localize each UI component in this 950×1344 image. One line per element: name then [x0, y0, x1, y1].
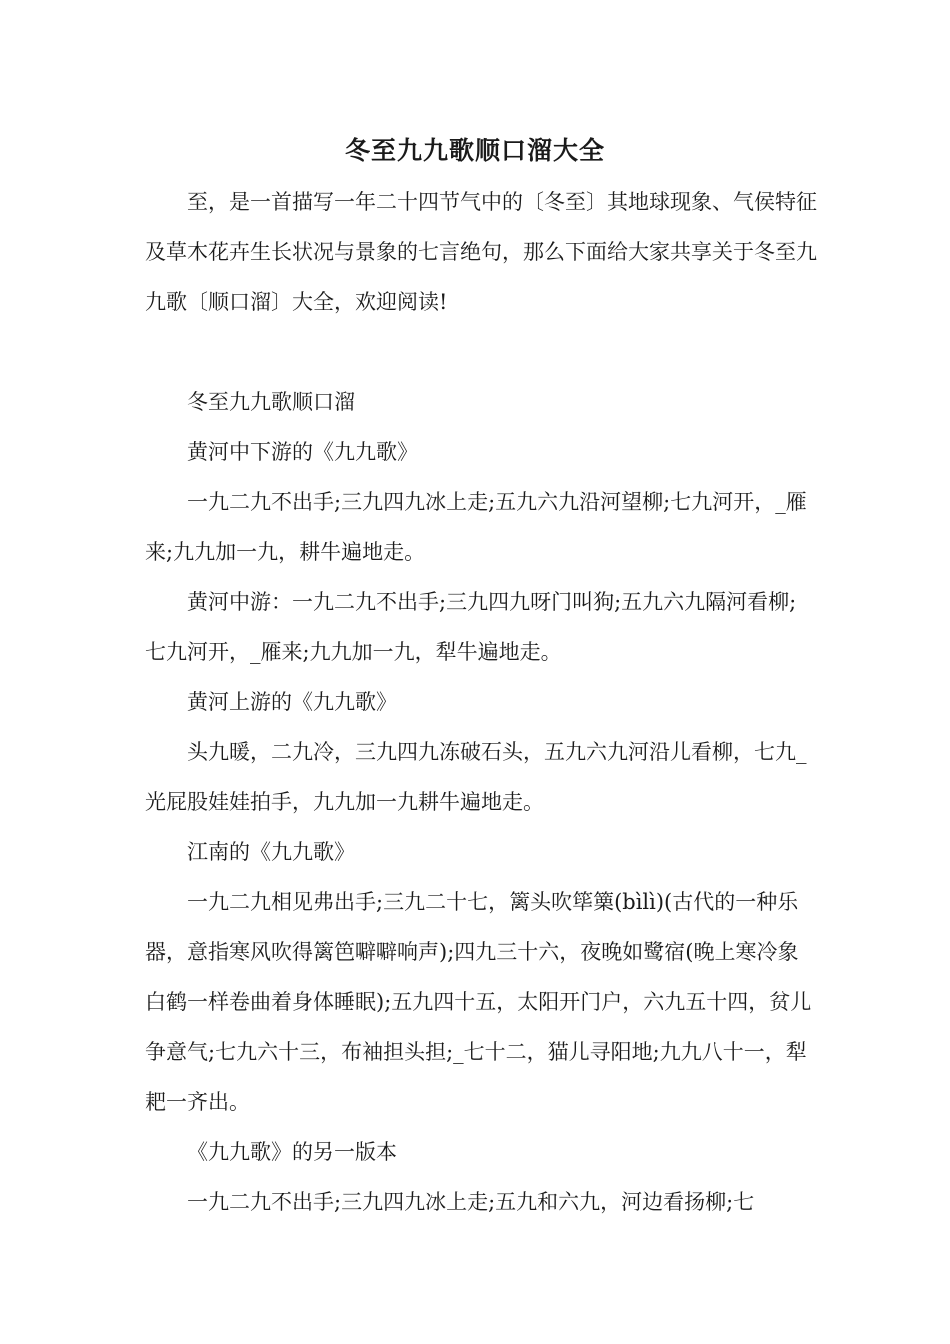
body-paragraph: 一九二九不出手;三九四九冰上走;五九和六九，河边看扬柳;七 [187, 1190, 755, 1214]
body-paragraph: 一九二九相见弗出手;三九二十七，篱头吹筚篥(bìlì)(古代的一种乐器，意指寒风吹得篱笆噼噼响声);四九三十六，夜晚如鹭宿(晚上寒冷象白鹤一样卷曲着身体睡眠);五九四十五，太阳开门户，六九五十四，贫儿争意气;七九六十三，布袖担头担;_七十二，猫儿寻阳地;九九八十一，犁耙一齐出。 [145, 890, 812, 1114]
document-body [145, 177, 817, 1227]
intro-paragraph: 至，是一首描写一年二十四节气中的〔冬至〕其地球现象、气侯特征及草木花卉生长状况与景象的七言绝句，那么下面给大家共享关于冬至九九歌〔顺口溜〕大全，欢迎阅读! [145, 190, 817, 314]
subheading: 江南的《九九歌》 [187, 840, 355, 864]
subheading: 黄河中下游的《九九歌》 [187, 440, 418, 464]
section-heading: 冬至九九歌顺口溜 [187, 390, 355, 414]
subheading: 黄河上游的《九九歌》 [187, 690, 397, 714]
body-paragraph: 头九暖，二九冷，三九四九冻破石头，五九六九河沿儿看柳，七九_光屁股娃娃拍手，九九加一九耕牛遍地走。 [145, 740, 807, 814]
document-title: 冬至九九歌顺口溜大全 [344, 136, 605, 165]
body-paragraph: 一九二九不出手;三九四九冰上走;五九六九沿河望柳;七九河开，_雁来;九九加一九，耕牛遍地走。 [145, 490, 807, 564]
body-paragraph: 黄河中游：一九二九不出手;三九四九呀门叫狗;五九六九隔河看柳;七九河开，_雁来;九九加一九，犁牛遍地走。 [145, 590, 797, 664]
subheading: 《九九歌》的另一版本 [187, 1140, 397, 1164]
